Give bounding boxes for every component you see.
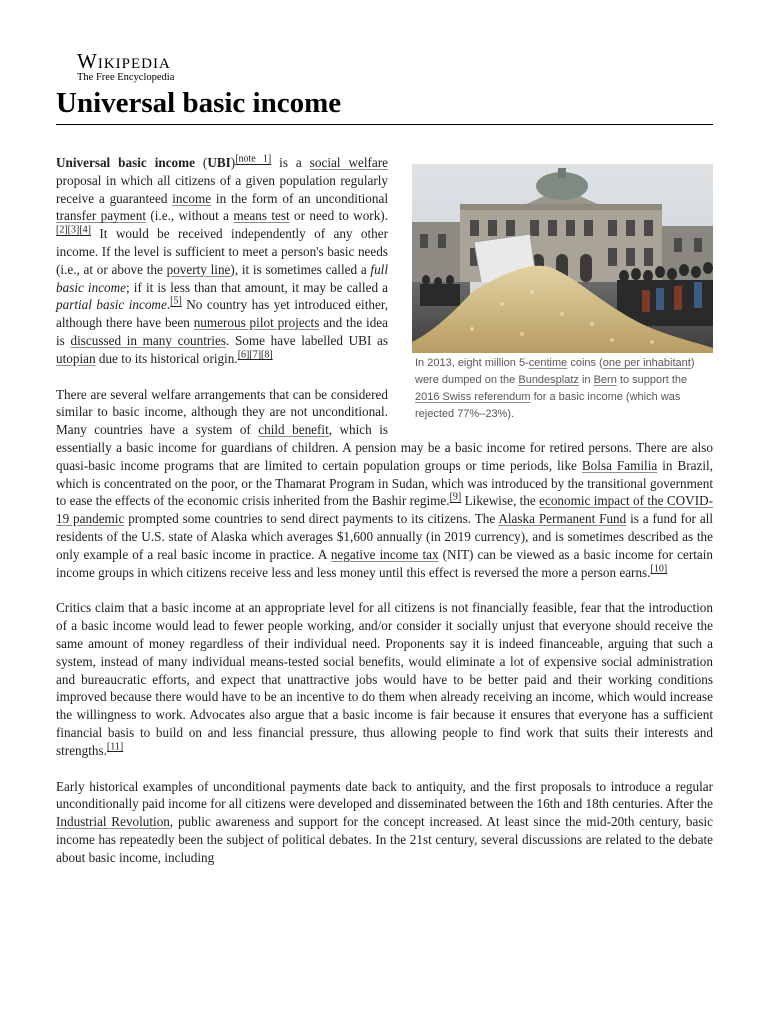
italic-term: full basic income [56, 261, 389, 295]
citation-ref[interactable] [450, 492, 462, 503]
note-ref[interactable] [235, 154, 271, 165]
text: ) [230, 155, 236, 170]
link-bolsa-familia[interactable]: Bolsa Familia [581, 457, 658, 473]
text: ), it is sometimes called a [230, 261, 371, 277]
text: It would be received independently of any other income. If the level is sufficient to meet a person's basic needs (i.e., at or above the [56, 226, 388, 277]
caption-text: ) were dumped on the [415, 357, 695, 386]
bold-term: Universal basic income [56, 155, 195, 170]
text: (i.e., without a [146, 208, 234, 224]
text: There are several welfare arrangements that can be considered similar to basic income, although they are not unconditional. Many countries have a system of [56, 386, 388, 438]
thumbnail-figure [412, 164, 713, 423]
citation-ref[interactable] [56, 225, 91, 236]
citation-ref[interactable] [170, 296, 182, 307]
caption-text: for a basic income (which was rejected 77%–23%). [415, 391, 681, 420]
ref-link[interactable]: [2] [56, 224, 68, 236]
text: is a fund for all residents of the U.S. state of Alaska which averages $1,600 annually (in 2019 currency), and is sometimes described as the only example of a real basic income in practice. A [56, 511, 713, 562]
link-transfer-payment[interactable]: transfer payment [56, 208, 147, 224]
text: , which is essentially a basic income for guardians of children. A pension may be a basic income for retired persons. There are also quasi-basic income programs that are limited to certain population groups or time periods, like [56, 422, 713, 473]
link-utopian[interactable]: utopian [56, 350, 96, 366]
coins-photo[interactable] [412, 164, 713, 353]
history-paragraph [56, 778, 713, 867]
wikipedia-logo[interactable] [77, 50, 174, 84]
link-economic-impact-covid[interactable]: economic impact of the COVID-19 pandemic [56, 493, 714, 527]
text: prompted some countries to send direct payments to its citizens. The [124, 511, 499, 527]
text: ; if it is less than that amount, it may be called a [126, 279, 388, 295]
text: in the form of an unconditional [211, 190, 388, 206]
text: and the idea is [56, 315, 389, 348]
text: due to its historical origin. [95, 350, 238, 366]
link-2016-swiss-referendum[interactable]: 2016 Swiss referendum [415, 391, 531, 403]
link-centime[interactable]: centime [528, 357, 568, 369]
citation-ref[interactable] [107, 741, 123, 752]
link-discussed-in-many-countries[interactable]: discussed in many countries [70, 332, 226, 348]
ref-link[interactable]: [10] [650, 563, 668, 575]
text: No country has yet introduced either, although there have been [56, 297, 388, 331]
ref-link[interactable]: [7] [249, 349, 262, 361]
link-social-welfare[interactable]: social welfare [309, 155, 388, 170]
citation-ref[interactable] [238, 349, 273, 360]
text: (NIT) can be viewed as a basic income for certain income groups in which citizens receive less and less money until this effect is reversed the more a person earns. [56, 546, 713, 580]
text: Critics claim that a basic income at an appropriate level for all citizens is not financially feasible, fear that the introduction of a basic income would lead to fewer people working, and/or consider it socially unjust that everyone should receive the same amount of money regardless of their individual need. Proponents say it is indeed financeable, arguing that such a system, instead of many individual means-tested social benefits, would eliminate a lot of expensive social administration and bureaucratic efforts, and expect that unattractive jobs would have to be better paid and their working conditions improved because there would have to be an incentive to do them when already receiving an income, which would increase the willingness to work. Advocates also argue that a basic income is fair because it ensures that everyone has a sufficient financial basis to build on and less financial pressure, thus allowing people to find work that suits their interests and strengths. [56, 600, 713, 758]
ref-link[interactable]: [8] [261, 349, 273, 361]
citation-ref[interactable] [650, 563, 667, 574]
caption-text: coins ( [567, 357, 603, 369]
text: ( [194, 155, 208, 170]
bold-abbreviation: UBI [207, 155, 231, 170]
italic-term: partial basic income [56, 297, 167, 313]
ref-link[interactable]: [11] [106, 741, 124, 753]
text: , public awareness and support for the concept increased. At least since the mid-20th century, basic income has repeatedly been the subject of political debates. In the 21st century, several discussions are related to the debate about basic income, including [56, 814, 714, 865]
text: proposal in which all citizens of a given population regularly receive a guaranteed [56, 172, 388, 206]
caption-text: In 2013, eight million 5- [415, 357, 529, 369]
text: Early historical examples of unconditional payments date back to antiquity, and the first proposals to introduce a regular unconditionally paid income for all citizens were developed and disseminated between the 16th and 18th centuries. After the [56, 778, 713, 812]
link-child-benefit[interactable]: child benefit [258, 422, 329, 438]
text: . Some have labelled UBI as [225, 332, 389, 348]
logo-wordmark: Wikipedia [77, 49, 171, 73]
article-body [56, 154, 713, 884]
page-title: Universal basic income [56, 84, 713, 125]
text: Likewise, the [461, 493, 540, 509]
figure-caption [412, 353, 713, 423]
link-means-test[interactable]: means test [233, 208, 290, 224]
ref-link[interactable]: [6] [237, 349, 250, 361]
caption-text: to support the [616, 374, 688, 386]
caption-text: in [578, 374, 594, 386]
logo-tagline: The Free Encyclopedia [77, 72, 175, 83]
link-one-per-inhabitant[interactable]: one per inhabitant [602, 357, 691, 369]
ref-link[interactable]: [9] [449, 491, 462, 503]
link-bundesplatz[interactable]: Bundesplatz [518, 374, 579, 386]
link-industrial-revolution[interactable]: Industrial Revolution [56, 814, 170, 830]
ref-link[interactable]: [3] [67, 224, 80, 236]
critics-paragraph [56, 599, 713, 759]
link-numerous-pilot-projects[interactable]: numerous pilot projects [193, 315, 320, 331]
ref-link[interactable]: [4] [79, 224, 92, 236]
text: is a [271, 155, 310, 170]
text: or need to work). [289, 208, 388, 224]
text: in Brazil, which is concentrated on the poor, or the Thamarat Program in Sudan, which was introduced by the transitional government to ease the effects of the economic crisis inherited from the Bashir regime. [56, 457, 713, 509]
link-bern[interactable]: Bern [593, 374, 617, 386]
ref-link[interactable]: [5] [170, 295, 182, 307]
link-negative-income-tax[interactable]: negative income tax [330, 546, 439, 562]
link-alaska-permanent-fund[interactable]: Alaska Permanent Fund [498, 511, 627, 527]
ref-link[interactable]: [note 1] [235, 153, 272, 165]
link-income[interactable]: income [172, 190, 212, 206]
link-poverty-line[interactable]: poverty line [166, 261, 231, 277]
text: . [166, 297, 171, 313]
